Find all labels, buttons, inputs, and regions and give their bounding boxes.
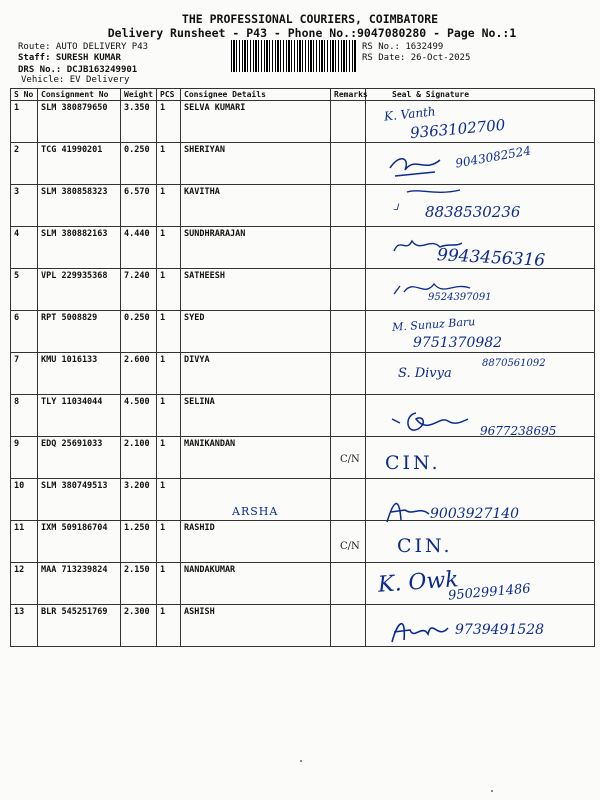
cell-wt: 0.250 bbox=[121, 143, 157, 185]
cell-cons: SLM 380879650 bbox=[38, 101, 121, 143]
cell-remarks bbox=[331, 227, 366, 269]
cell-name: MANIKANDAN bbox=[181, 437, 331, 479]
sig-1-name: K. Vanth bbox=[383, 104, 437, 124]
cell-sno: 11 bbox=[11, 521, 38, 563]
cell-remarks bbox=[331, 563, 366, 605]
cell-name: SELINA bbox=[181, 395, 331, 437]
cell-sno: 9 bbox=[11, 437, 38, 479]
col-consignment: Consignment No bbox=[38, 89, 121, 101]
sig-13-signature bbox=[388, 612, 453, 646]
cell-wt: 2.600 bbox=[121, 353, 157, 395]
cell-wt: 3.350 bbox=[121, 101, 157, 143]
cell-remarks bbox=[331, 185, 366, 227]
sig-13-phone: 9739491528 bbox=[455, 622, 545, 638]
cell-wt: 0.250 bbox=[121, 311, 157, 353]
cell-wt: 2.100 bbox=[121, 437, 157, 479]
sig-12-name: K. Owk bbox=[377, 567, 460, 598]
sig-11-cin: CIN. bbox=[397, 535, 453, 557]
col-signature: Seal & Signature bbox=[366, 89, 595, 101]
cell-wt: 4.440 bbox=[121, 227, 157, 269]
cell-pcs: 1 bbox=[157, 269, 181, 311]
cell-pcs: 1 bbox=[157, 227, 181, 269]
cell-name: SYED bbox=[181, 311, 331, 353]
table-header bbox=[11, 89, 595, 101]
cell-sno: 2 bbox=[11, 143, 38, 185]
sig-10-name: ARSHA bbox=[232, 505, 279, 518]
col-weight: Weight bbox=[121, 89, 157, 101]
cell-sno: 12 bbox=[11, 563, 38, 605]
route-label: Route: AUTO DELIVERY P43 bbox=[18, 42, 149, 52]
sig-3-phone: 8838530236 bbox=[425, 203, 521, 221]
sig-7-name: S. Divya bbox=[398, 366, 452, 381]
sig-7-phone: 8870561092 bbox=[482, 358, 546, 369]
cell-name: RASHID bbox=[181, 521, 331, 563]
cell-pcs: 1 bbox=[157, 395, 181, 437]
cell-sno: 1 bbox=[11, 101, 38, 143]
cell-name: SELVA KUMARI bbox=[181, 101, 331, 143]
col-pcs: PCS bbox=[157, 89, 181, 101]
sig-1-phone: 9363102700 bbox=[409, 115, 507, 143]
cell-cons: MAA 713239824 bbox=[38, 563, 121, 605]
speck bbox=[300, 760, 302, 762]
sig-2-signature bbox=[385, 148, 445, 183]
cell-cons: TCG 41990201 bbox=[38, 143, 121, 185]
cell-cons: RPT 5008829 bbox=[38, 311, 121, 353]
vehicle-label: Vehicle: EV Delivery bbox=[21, 75, 130, 85]
cell-name: NANDAKUMAR bbox=[181, 563, 331, 605]
cell-remarks bbox=[331, 605, 366, 647]
cell-remarks bbox=[331, 269, 366, 311]
cell-pcs: 1 bbox=[157, 353, 181, 395]
cell-cons: TLY 11034044 bbox=[38, 395, 121, 437]
cell-sno: 4 bbox=[11, 227, 38, 269]
cell-cons: VPL 229935368 bbox=[38, 269, 121, 311]
cell-pcs: 1 bbox=[157, 143, 181, 185]
cell-pcs: 1 bbox=[157, 101, 181, 143]
col-consignee: Consignee Details bbox=[181, 89, 331, 101]
cell-cons: SLM 380858323 bbox=[38, 185, 121, 227]
staff-label: Staff: SURESH KUMAR bbox=[18, 53, 121, 63]
rs-date: RS Date: 26-Oct-2025 bbox=[362, 53, 471, 63]
sig-10-phone: 9003927140 bbox=[430, 506, 520, 522]
cell-name: KAVITHA bbox=[181, 185, 331, 227]
cell-wt: 1.250 bbox=[121, 521, 157, 563]
cell-wt: 3.200 bbox=[121, 479, 157, 521]
remark-11: C/N bbox=[340, 541, 360, 552]
sig-10-signature bbox=[383, 492, 433, 526]
cell-remarks bbox=[331, 353, 366, 395]
sig-8-phone: 9677238695 bbox=[480, 424, 557, 438]
cell-cons: BLR 545251769 bbox=[38, 605, 121, 647]
cell-pcs: 1 bbox=[157, 521, 181, 563]
cell-sno: 7 bbox=[11, 353, 38, 395]
sig-12-phone: 9502991486 bbox=[447, 581, 532, 604]
cell-wt: 4.500 bbox=[121, 395, 157, 437]
col-remarks: Remarks bbox=[331, 89, 366, 101]
table-row bbox=[11, 101, 595, 143]
cell-cons: SLM 380749513 bbox=[38, 479, 121, 521]
cell-remarks bbox=[331, 311, 366, 353]
sig-6-name: M. Sunuz Baru bbox=[391, 315, 476, 334]
cell-remarks bbox=[331, 479, 366, 521]
cell-sno: 13 bbox=[11, 605, 38, 647]
cell-remarks bbox=[331, 143, 366, 185]
rs-number: RS No.: 1632499 bbox=[362, 42, 444, 52]
cell-pcs: 1 bbox=[157, 311, 181, 353]
cell-remarks bbox=[331, 101, 366, 143]
runsheet-title: Delivery Runsheet - P43 - Phone No.:9047080280 - Page No.:1 bbox=[107, 26, 517, 40]
cell-name: ASHISH bbox=[181, 605, 331, 647]
drs-number: DRS No.: DCJB163249901 bbox=[18, 65, 138, 75]
cell-name: SATHEESH bbox=[181, 269, 331, 311]
cell-wt: 2.150 bbox=[121, 563, 157, 605]
cell-cons: KMU 1016133 bbox=[38, 353, 121, 395]
cell-pcs: 1 bbox=[157, 605, 181, 647]
cell-wt: 6.570 bbox=[121, 185, 157, 227]
cell-wt: 7.240 bbox=[121, 269, 157, 311]
sig-3-scribble bbox=[405, 186, 465, 202]
cell-name: SHERIYAN bbox=[181, 143, 331, 185]
remark-9: C/N bbox=[340, 454, 360, 465]
sig-5-phone: 9524397091 bbox=[428, 292, 492, 303]
cell-sno: 6 bbox=[11, 311, 38, 353]
cell-pcs: 1 bbox=[157, 437, 181, 479]
cell-pcs: 1 bbox=[157, 563, 181, 605]
cell-sno: 3 bbox=[11, 185, 38, 227]
table-row bbox=[11, 437, 595, 479]
cell-sno: 10 bbox=[11, 479, 38, 521]
cell-wt: 2.300 bbox=[121, 605, 157, 647]
cell-pcs: 1 bbox=[157, 185, 181, 227]
sig-2-phone: 9043082524 bbox=[454, 143, 532, 171]
table-row bbox=[11, 521, 595, 563]
speck bbox=[491, 790, 493, 792]
cell-pcs: 1 bbox=[157, 479, 181, 521]
sig-8-signature bbox=[388, 405, 473, 437]
cell-name: SUNDHRARAJAN bbox=[181, 227, 331, 269]
table-row bbox=[11, 269, 595, 311]
cell-remarks bbox=[331, 395, 366, 437]
cell-sno: 5 bbox=[11, 269, 38, 311]
sig-4-phone: 9943456316 bbox=[436, 245, 546, 271]
cell-cons: SLM 380882163 bbox=[38, 227, 121, 269]
barcode-image bbox=[231, 40, 357, 72]
cell-name: DIVYA bbox=[181, 353, 331, 395]
cell-cons: EDQ 25691033 bbox=[38, 437, 121, 479]
sig-3-mark: ᒧ bbox=[393, 203, 399, 213]
table-row bbox=[11, 311, 595, 353]
sig-6-phone: 9751370982 bbox=[413, 335, 503, 351]
company-title: THE PROFESSIONAL COURIERS, COIMBATORE bbox=[181, 12, 439, 26]
col-sno: S No bbox=[11, 89, 38, 101]
cell-cons: IXM 509186704 bbox=[38, 521, 121, 563]
sig-9-cin: CIN. bbox=[385, 452, 441, 474]
cell-sno: 8 bbox=[11, 395, 38, 437]
